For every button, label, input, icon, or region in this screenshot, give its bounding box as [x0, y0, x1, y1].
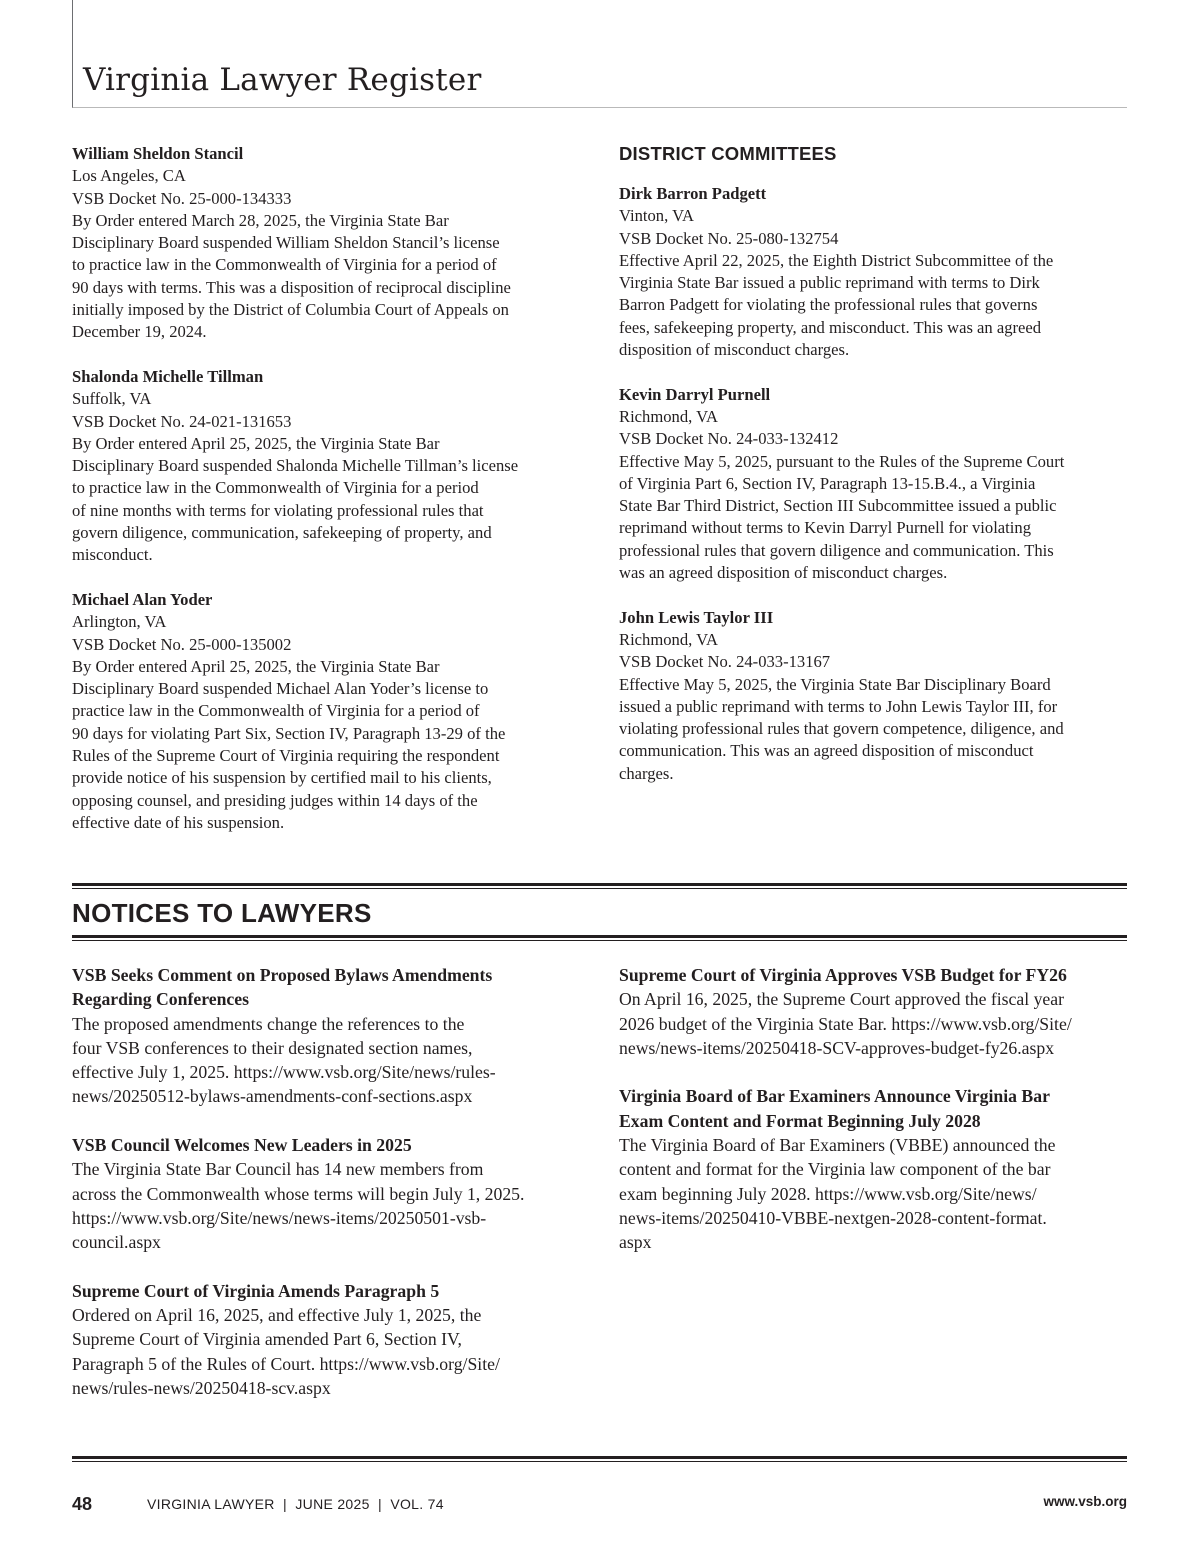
disciplinary-entry — [72, 589, 582, 834]
entry-text-line: Virginia State Bar issued a public reprimand with terms to Dirk — [619, 273, 1040, 293]
notice-text-line: news/20250512-bylaws-amendments-conf-sections.aspx — [72, 1086, 473, 1107]
entry-text-line: of Virginia Part 6, Section IV, Paragraph 13-15.B.4., a Virginia — [619, 473, 1036, 493]
entry-text-line: misconduct. — [72, 545, 153, 565]
entry-text-line: Disciplinary Board suspended Shalonda Michelle Tillman’s license — [72, 456, 519, 476]
entry-text-line: opposing counsel, and presiding judges within 14 days of the — [72, 790, 478, 810]
notice-title: VSB Seeks Comment on Proposed Bylaws Amendments — [72, 965, 493, 985]
entry-text-line: practice law in the Commonwealth of Virginia for a period of — [72, 701, 480, 721]
notices-right-column — [619, 963, 1139, 1279]
disciplinary-entry — [72, 366, 582, 567]
respondent-location: Los Angeles, CA — [72, 166, 186, 186]
entry-text-line: of nine months with terms for violating professional rules that — [72, 500, 484, 520]
notice-title: Virginia Board of Bar Examiners Announce Virginia Bar — [619, 1086, 1050, 1107]
disciplinary-entry — [72, 143, 582, 344]
notice-text-line: The Virginia Board of Bar Examiners (VBBE) announced the — [619, 1135, 1056, 1156]
notice-text-line: On April 16, 2025, the Supreme Court approved the fiscal year — [619, 989, 1065, 1010]
entry-text-line: Effective April 22, 2025, the Eighth District Subcommittee of the — [619, 250, 1054, 270]
entry-text-line: govern diligence, communication, safekeeping of property, and — [72, 523, 492, 543]
entry-text-line: By Order entered March 28, 2025, the Virginia State Bar — [72, 210, 449, 230]
notice-text-line: https://www.vsb.org/Site/news/news-items/20250501-vsb- — [72, 1207, 487, 1228]
notice-text-line: The proposed amendments change the references to the — [72, 1013, 465, 1034]
notice-item — [72, 963, 592, 1109]
entry-text-line: Barron Padgett for violating the professional rules that governs — [619, 295, 1038, 315]
entry-text-line: Effective May 5, 2025, pursuant to the Rules of the Supreme Court — [619, 451, 1065, 471]
notice-item — [619, 1084, 1139, 1254]
entry-text-line: communication. This was an agreed disposition of misconduct — [619, 741, 1034, 761]
respondent-name: William Sheldon Stancil — [72, 144, 244, 163]
notice-item — [619, 963, 1139, 1060]
docket-number: VSB Docket No. 24-021-131653 — [72, 411, 292, 431]
respondent-location: Vinton, VA — [619, 206, 694, 226]
entry-text-line: 90 days for violating Part Six, Section IV, Paragraph 13-29 of the — [72, 723, 506, 743]
entry-text-line: fees, safekeeping property, and misconduct. This was an agreed — [619, 317, 1042, 337]
section-heading-district-committees: DISTRICT COMMITTEES — [619, 143, 837, 164]
notice-title: Supreme Court of Virginia Approves VSB Budget for FY26 — [619, 965, 1067, 985]
notices-bottom-rule — [72, 935, 1127, 941]
notices-top-rule — [72, 883, 1127, 889]
entry-text-line: issued a public reprimand with terms to John Lewis Taylor III, for — [619, 696, 1058, 716]
entry-text-line: December 19, 2024. — [72, 322, 207, 342]
notice-text-line: exam beginning July 2028. https://www.vsb.org/Site/news/ — [619, 1183, 1037, 1204]
district-entry — [619, 607, 1129, 785]
district-entry — [619, 183, 1129, 361]
notice-text-line: aspx — [619, 1232, 652, 1253]
notice-text-line: news/news-items/20250418-SCV-approves-budget-fy26.aspx — [619, 1037, 1055, 1058]
notice-title: Regarding Conferences — [72, 989, 250, 1010]
district-entry — [619, 384, 1129, 585]
respondent-name: Shalonda Michelle Tillman — [72, 366, 264, 386]
entry-text-line: charges. — [619, 763, 674, 783]
district-committees-column — [619, 143, 1129, 807]
notice-text-line: content and format for the Virginia law component of the bar — [619, 1159, 1051, 1180]
notice-title: Supreme Court of Virginia Amends Paragraph 5 — [72, 1280, 440, 1301]
entry-text-line: professional rules that govern diligence and communication. This — [619, 540, 1054, 560]
entry-text-line: By Order entered April 25, 2025, the Virginia State Bar — [72, 433, 440, 453]
entry-text-line: Rules of the Supreme Court of Virginia requiring the respondent — [72, 746, 500, 766]
notice-text-line: Paragraph 5 of the Rules of Court. https://www.vsb.org/Site/ — [72, 1353, 500, 1374]
disciplinary-left-column — [72, 143, 582, 857]
docket-number: VSB Docket No. 24-033-13167 — [619, 652, 831, 672]
notice-title: Exam Content and Format Beginning July 2028 — [619, 1110, 981, 1131]
page-title: Virginia Lawyer Register — [83, 62, 482, 98]
entry-text-line: By Order entered April 25, 2025, the Virginia State Bar — [72, 656, 440, 676]
notice-item — [72, 1279, 592, 1400]
respondent-name: Michael Alan Yoder — [72, 589, 213, 609]
section-heading-notices: NOTICES TO LAWYERS — [72, 898, 372, 928]
notice-text-line: The Virginia State Bar Council has 14 new members from — [72, 1159, 484, 1180]
notices-left-column — [72, 963, 592, 1425]
entry-text-line: to practice law in the Commonwealth of Virginia for a period of — [72, 255, 497, 275]
entry-text-line: Disciplinary Board suspended William Sheldon Stancil’s license — [72, 233, 500, 253]
entry-text-line: disposition of misconduct charges. — [619, 340, 850, 360]
respondent-name: Kevin Darryl Purnell — [619, 384, 771, 404]
notice-text-line: council.aspx — [72, 1232, 161, 1253]
respondent-location: Suffolk, VA — [72, 389, 152, 409]
notice-title: VSB Council Welcomes New Leaders in 2025 — [72, 1135, 412, 1156]
entry-text-line: effective date of his suspension. — [72, 812, 285, 832]
docket-number: VSB Docket No. 25-000-134333 — [72, 188, 292, 208]
notice-text-line: Supreme Court of Virginia amended Part 6, Section IV, — [72, 1329, 462, 1350]
notice-text-line: Ordered on April 16, 2025, and effective July 1, 2025, the — [72, 1305, 482, 1326]
respondent-location: Arlington, VA — [72, 612, 167, 632]
docket-number: VSB Docket No. 25-080-132754 — [619, 228, 839, 248]
entry-text-line: to practice law in the Commonwealth of Virginia for a period — [72, 478, 479, 498]
notice-text-line: four VSB conferences to their designated section names, — [72, 1037, 473, 1058]
notice-item — [72, 1133, 592, 1254]
notice-text-line: news/rules-news/20250418-scv.aspx — [72, 1378, 331, 1399]
entry-text-line: provide notice of his suspension by certified mail to his clients, — [72, 768, 492, 788]
respondent-name: John Lewis Taylor III — [619, 607, 774, 627]
docket-number: VSB Docket No. 25-000-135002 — [72, 634, 292, 654]
notice-text-line: 2026 budget of the Virginia State Bar. https://www.vsb.org/Site/ — [619, 1013, 1072, 1034]
entry-text-line: reprimand without terms to Kevin Darryl Purnell for violating — [619, 518, 1031, 538]
entry-text-line: was an agreed disposition of misconduct charges. — [619, 563, 948, 583]
notice-text-line: news-items/20250410-VBBE-nextgen-2028-content-format. — [619, 1207, 1047, 1228]
entry-text-line: initially imposed by the District of Columbia Court of Appeals on — [72, 300, 509, 320]
magazine-issue-line: VIRGINIA LAWYER | JUNE 2025 | VOL. 74 — [147, 1496, 444, 1512]
notice-text-line: effective July 1, 2025. https://www.vsb.org/Site/news/rules- — [72, 1062, 496, 1083]
masthead — [72, 0, 1127, 108]
entry-text-line: State Bar Third District, Section III Subcommittee issued a public — [619, 496, 1057, 516]
respondent-name: Dirk Barron Padgett — [619, 184, 767, 203]
entry-text-line: violating professional rules that govern competence, diligence, and — [619, 719, 1064, 739]
entry-text-line: Disciplinary Board suspended Michael Alan Yoder’s license to — [72, 679, 489, 699]
entry-text-line: Effective May 5, 2025, the Virginia State Bar Disciplinary Board — [619, 674, 1051, 694]
entry-text-line: 90 days with terms. This was a disposition of reciprocal discipline — [72, 277, 511, 297]
page-number: 48 — [72, 1494, 93, 1514]
respondent-location: Richmond, VA — [619, 406, 718, 426]
notice-text-line: across the Commonwealth whose terms will begin July 1, 2025. — [72, 1183, 525, 1204]
docket-number: VSB Docket No. 24-033-132412 — [619, 429, 839, 449]
respondent-location: Richmond, VA — [619, 629, 718, 649]
website-url: www.vsb.org — [1043, 1494, 1127, 1509]
footer-rule — [72, 1456, 1127, 1462]
